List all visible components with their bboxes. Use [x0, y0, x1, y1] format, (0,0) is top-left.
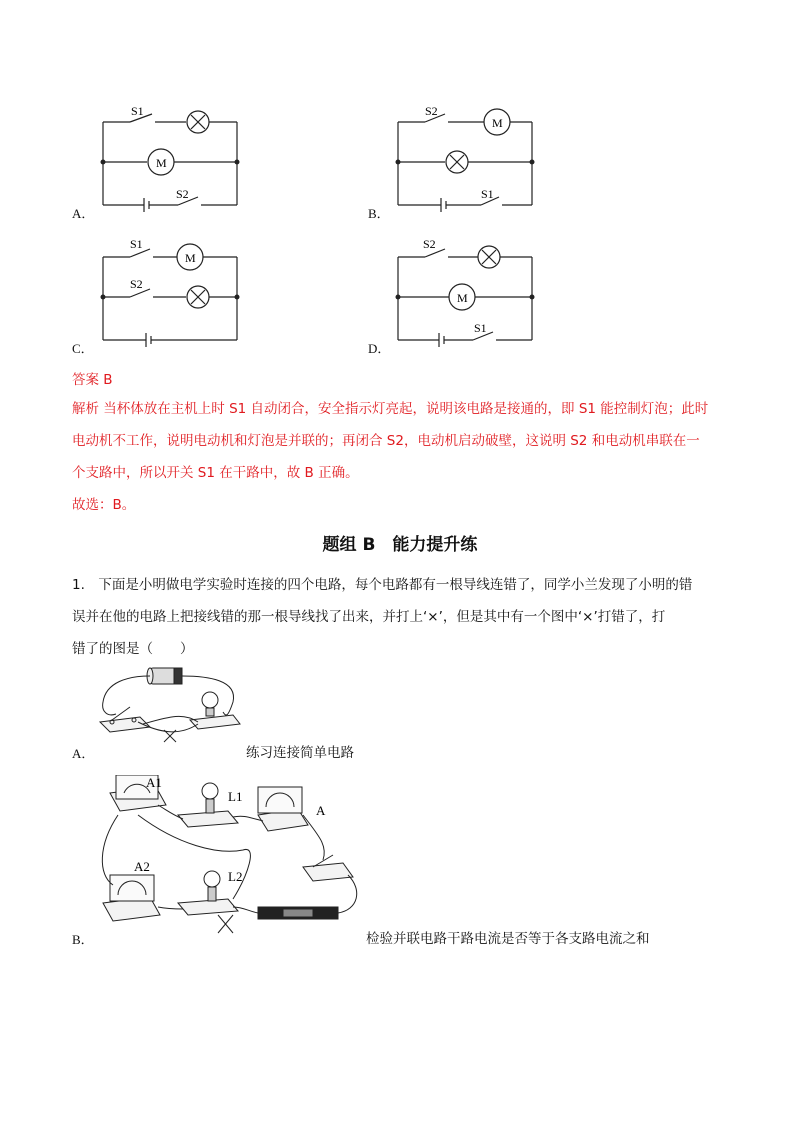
switch-label: S2: [425, 104, 438, 118]
section-title: 题组 B 能力提升练: [322, 535, 478, 555]
figure-a-illustration: [98, 662, 243, 744]
question-line-1: 1. 下面是小明做电学实验时连接的四个电路，每个电路都有一根导线连错了，同学小兰发现了小明的错: [72, 577, 693, 593]
option-d-label: D．: [368, 341, 391, 356]
switch-label: S1: [131, 104, 144, 118]
ammeter-a1-label: A1: [146, 775, 162, 790]
option-a-label: A．: [72, 206, 95, 221]
analysis-line-2: 电动机不工作，说明电动机和灯泡是并联的；再闭合 S2，电动机启动破壁，这说明 S2 和电动机串联在一: [72, 433, 700, 449]
switch-label: S2: [130, 277, 143, 291]
answer-choice: 故选：B。: [72, 497, 136, 513]
figure-a-caption: 练习连接简单电路: [246, 745, 354, 761]
switch-label: S2: [176, 187, 189, 201]
switch-label: S1: [481, 187, 494, 201]
figure-b-illustration: [98, 775, 378, 935]
figure-a-label: A．: [72, 746, 95, 761]
bulb-l1-label: L1: [228, 789, 243, 804]
answer-line: 答案 B: [72, 372, 113, 388]
question-line-2: 误并在他的电路上把接线错的那一根导线找了出来，并打上‘×’，但是其中有一个图中‘×’打错了，打: [72, 609, 666, 625]
circuit-diagram-c: [100, 235, 245, 350]
figure-b-caption: 检验并联电路干路电流是否等于各支路电流之和: [366, 931, 650, 947]
ammeter-a2-label: A2: [134, 859, 150, 874]
circuit-diagram-a: [100, 100, 245, 215]
switch-label: S2: [423, 237, 436, 251]
motor-label: M: [185, 251, 196, 265]
option-b-label: B．: [368, 206, 390, 221]
question-line-3: 错了的图是（ ）: [72, 641, 194, 657]
option-c-label: C．: [72, 341, 94, 356]
motor-label: M: [156, 156, 167, 170]
circuit-diagram-b: [395, 100, 540, 215]
bulb-l2-label: L2: [228, 869, 243, 884]
switch-label: S1: [474, 321, 487, 335]
analysis-line-1: 解析 当杯体放在主机上时 S1 自动闭合，安全指示灯亮起，说明该电路是接通的，即 S1 能控制灯泡；此时: [72, 401, 709, 417]
analysis-line-3: 个支路中，所以开关 S1 在干路中，故 B 正确。: [72, 465, 359, 481]
ammeter-a-label: A: [316, 803, 326, 818]
figure-b-label: B．: [72, 932, 94, 947]
circuit-diagram-d: [395, 235, 540, 350]
switch-label: S1: [130, 237, 143, 251]
motor-label: M: [492, 116, 503, 130]
motor-label: M: [457, 291, 468, 305]
